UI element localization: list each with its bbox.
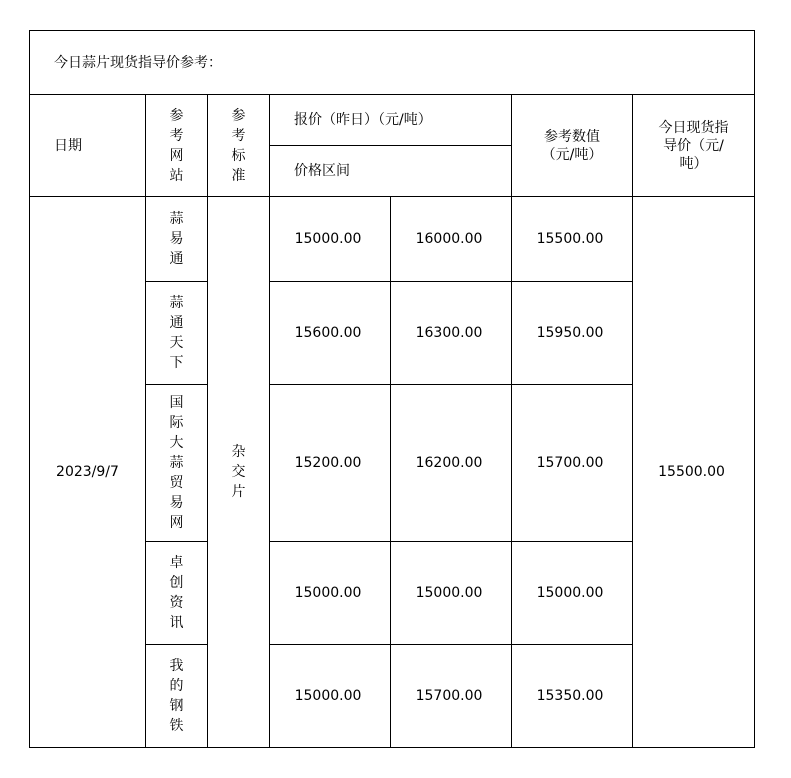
standard-cell: 杂交片 — [208, 197, 270, 748]
guide-price-cell: 15500.00 — [633, 197, 755, 748]
site-cell: 蒜通天下 — [146, 282, 208, 385]
price-table — [29, 30, 755, 748]
header-row — [30, 95, 755, 146]
header-site: 参考网站 — [146, 95, 208, 197]
low-price-cell: 15000.00 — [270, 542, 391, 645]
high-price-cell: 15000.00 — [391, 542, 512, 645]
site-cell: 卓创资讯 — [146, 542, 208, 645]
low-price-cell: 15600.00 — [270, 282, 391, 385]
price-table-frame — [29, 30, 754, 749]
header-standard: 参考标准 — [208, 95, 270, 197]
header-guide-price: 今日现货指导价（元/吨） — [633, 95, 755, 197]
header-date: 日期 — [30, 95, 146, 197]
low-price-cell: 15000.00 — [270, 197, 391, 282]
low-price-cell: 15000.00 — [270, 645, 391, 748]
low-price-cell: 15200.00 — [270, 385, 391, 542]
high-price-cell: 16300.00 — [391, 282, 512, 385]
high-price-cell: 16200.00 — [391, 385, 512, 542]
site-cell: 蒜易通 — [146, 197, 208, 282]
header-ref-value: 参考数值（元/吨） — [512, 95, 633, 197]
header-quote: 报价（昨日）（元/吨） — [270, 95, 512, 146]
table-row — [30, 197, 755, 282]
ref-value-cell: 15500.00 — [512, 197, 633, 282]
table-title: 今日蒜片现货指导价参考： — [30, 31, 755, 95]
ref-value-cell: 15700.00 — [512, 385, 633, 542]
date-cell: 2023/9/7 — [30, 197, 146, 748]
site-cell: 我的钢铁 — [146, 645, 208, 748]
ref-value-cell: 15000.00 — [512, 542, 633, 645]
high-price-cell: 16000.00 — [391, 197, 512, 282]
high-price-cell: 15700.00 — [391, 645, 512, 748]
title-row — [30, 31, 755, 95]
ref-value-cell: 15350.00 — [512, 645, 633, 748]
ref-value-cell: 15950.00 — [512, 282, 633, 385]
header-range: 价格区间 — [270, 146, 512, 197]
site-cell: 国际大蒜贸易网 — [146, 385, 208, 542]
